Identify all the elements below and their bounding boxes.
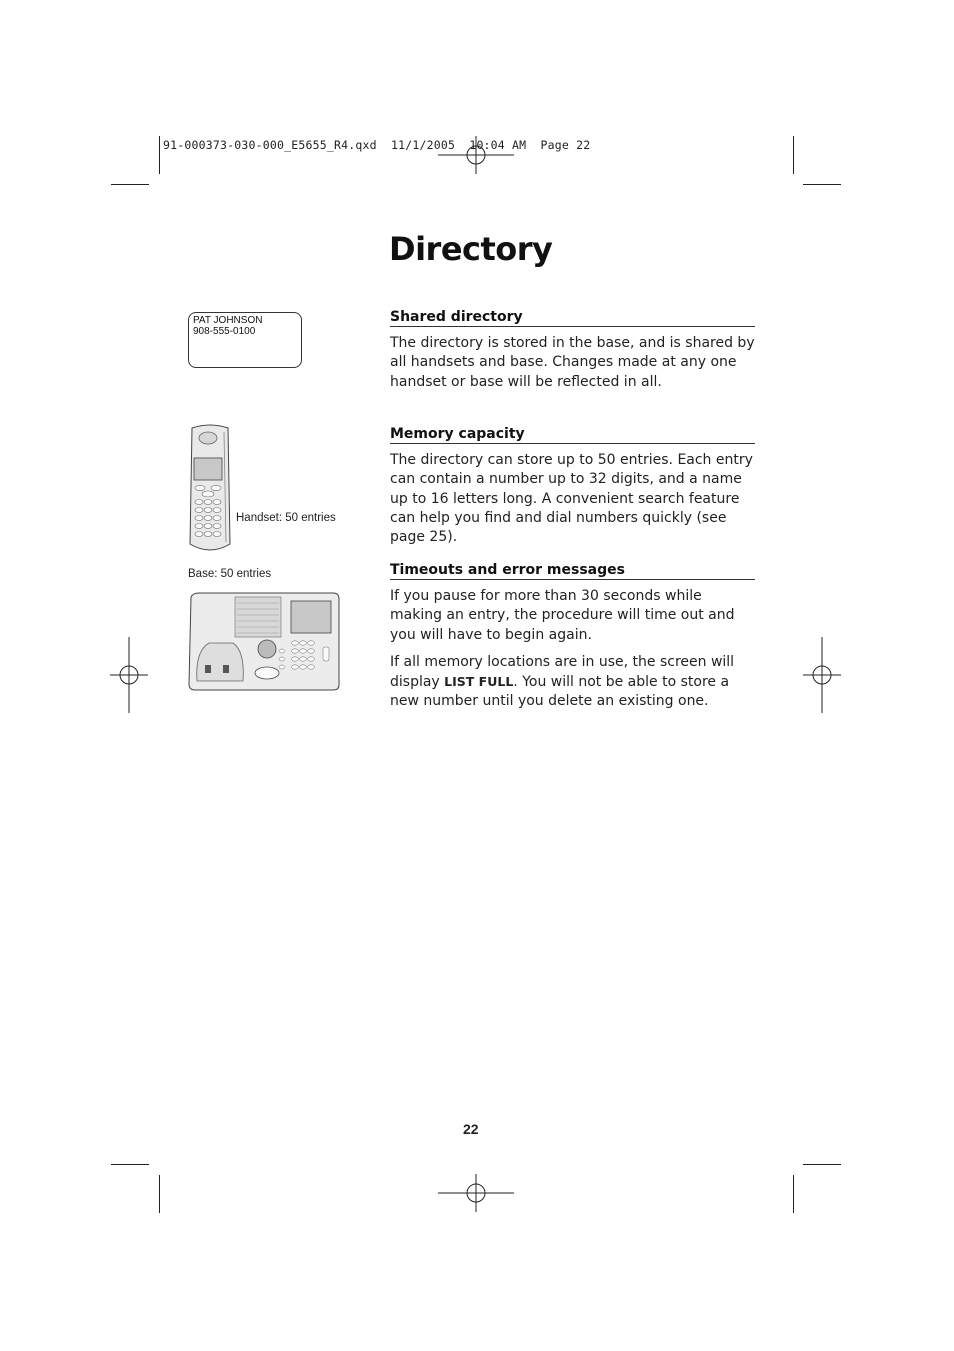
print-slug: 91-000373-030-000_E5655_R4.qxd 11/1/2005 10:04 AM Page 22: [163, 138, 591, 152]
section-body: The directory can store up to 50 entries. Each entry can contain a number up to 32 digits, and a name up to 16 letters long. A convenient search feature can help you find and dial numbers quickly (see page 25).: [390, 452, 753, 546]
list-full-message: LIST FULL: [444, 674, 514, 690]
section-timeouts: [390, 562, 755, 712]
section-body: If you pause for more than 30 seconds while making an entry, the procedure will time out and you will have to begin again.: [390, 588, 735, 643]
display-line-name: PAT JOHNSON: [193, 315, 263, 326]
section-body-list-full: [390, 653, 755, 712]
handset-illustration: [186, 424, 234, 554]
section-heading: Timeouts and error messages: [390, 562, 755, 580]
body-text: If all memory locations are in use, the screen will display: [390, 653, 735, 691]
display-line-number: 908-555-0100: [193, 326, 256, 337]
section-body: The directory is stored in the base, and is shared by all handsets and base. Changes made at any one handset or base will be reflected in all.: [390, 335, 755, 390]
section-shared-directory: [390, 309, 755, 392]
section-memory-capacity: [390, 426, 755, 547]
section-heading: Shared directory: [390, 309, 755, 327]
section-heading: Memory capacity: [390, 426, 755, 444]
display-example: [188, 312, 302, 368]
base-illustration: [187, 591, 341, 692]
page-title: Directory: [389, 230, 553, 268]
body-text: . You will not be able to store a new number until you delete an existing one.: [390, 674, 730, 710]
page-number: 22: [463, 1121, 479, 1137]
base-caption: Base: 50 entries: [188, 568, 272, 580]
handset-caption: Handset: 50 entries: [236, 512, 336, 524]
